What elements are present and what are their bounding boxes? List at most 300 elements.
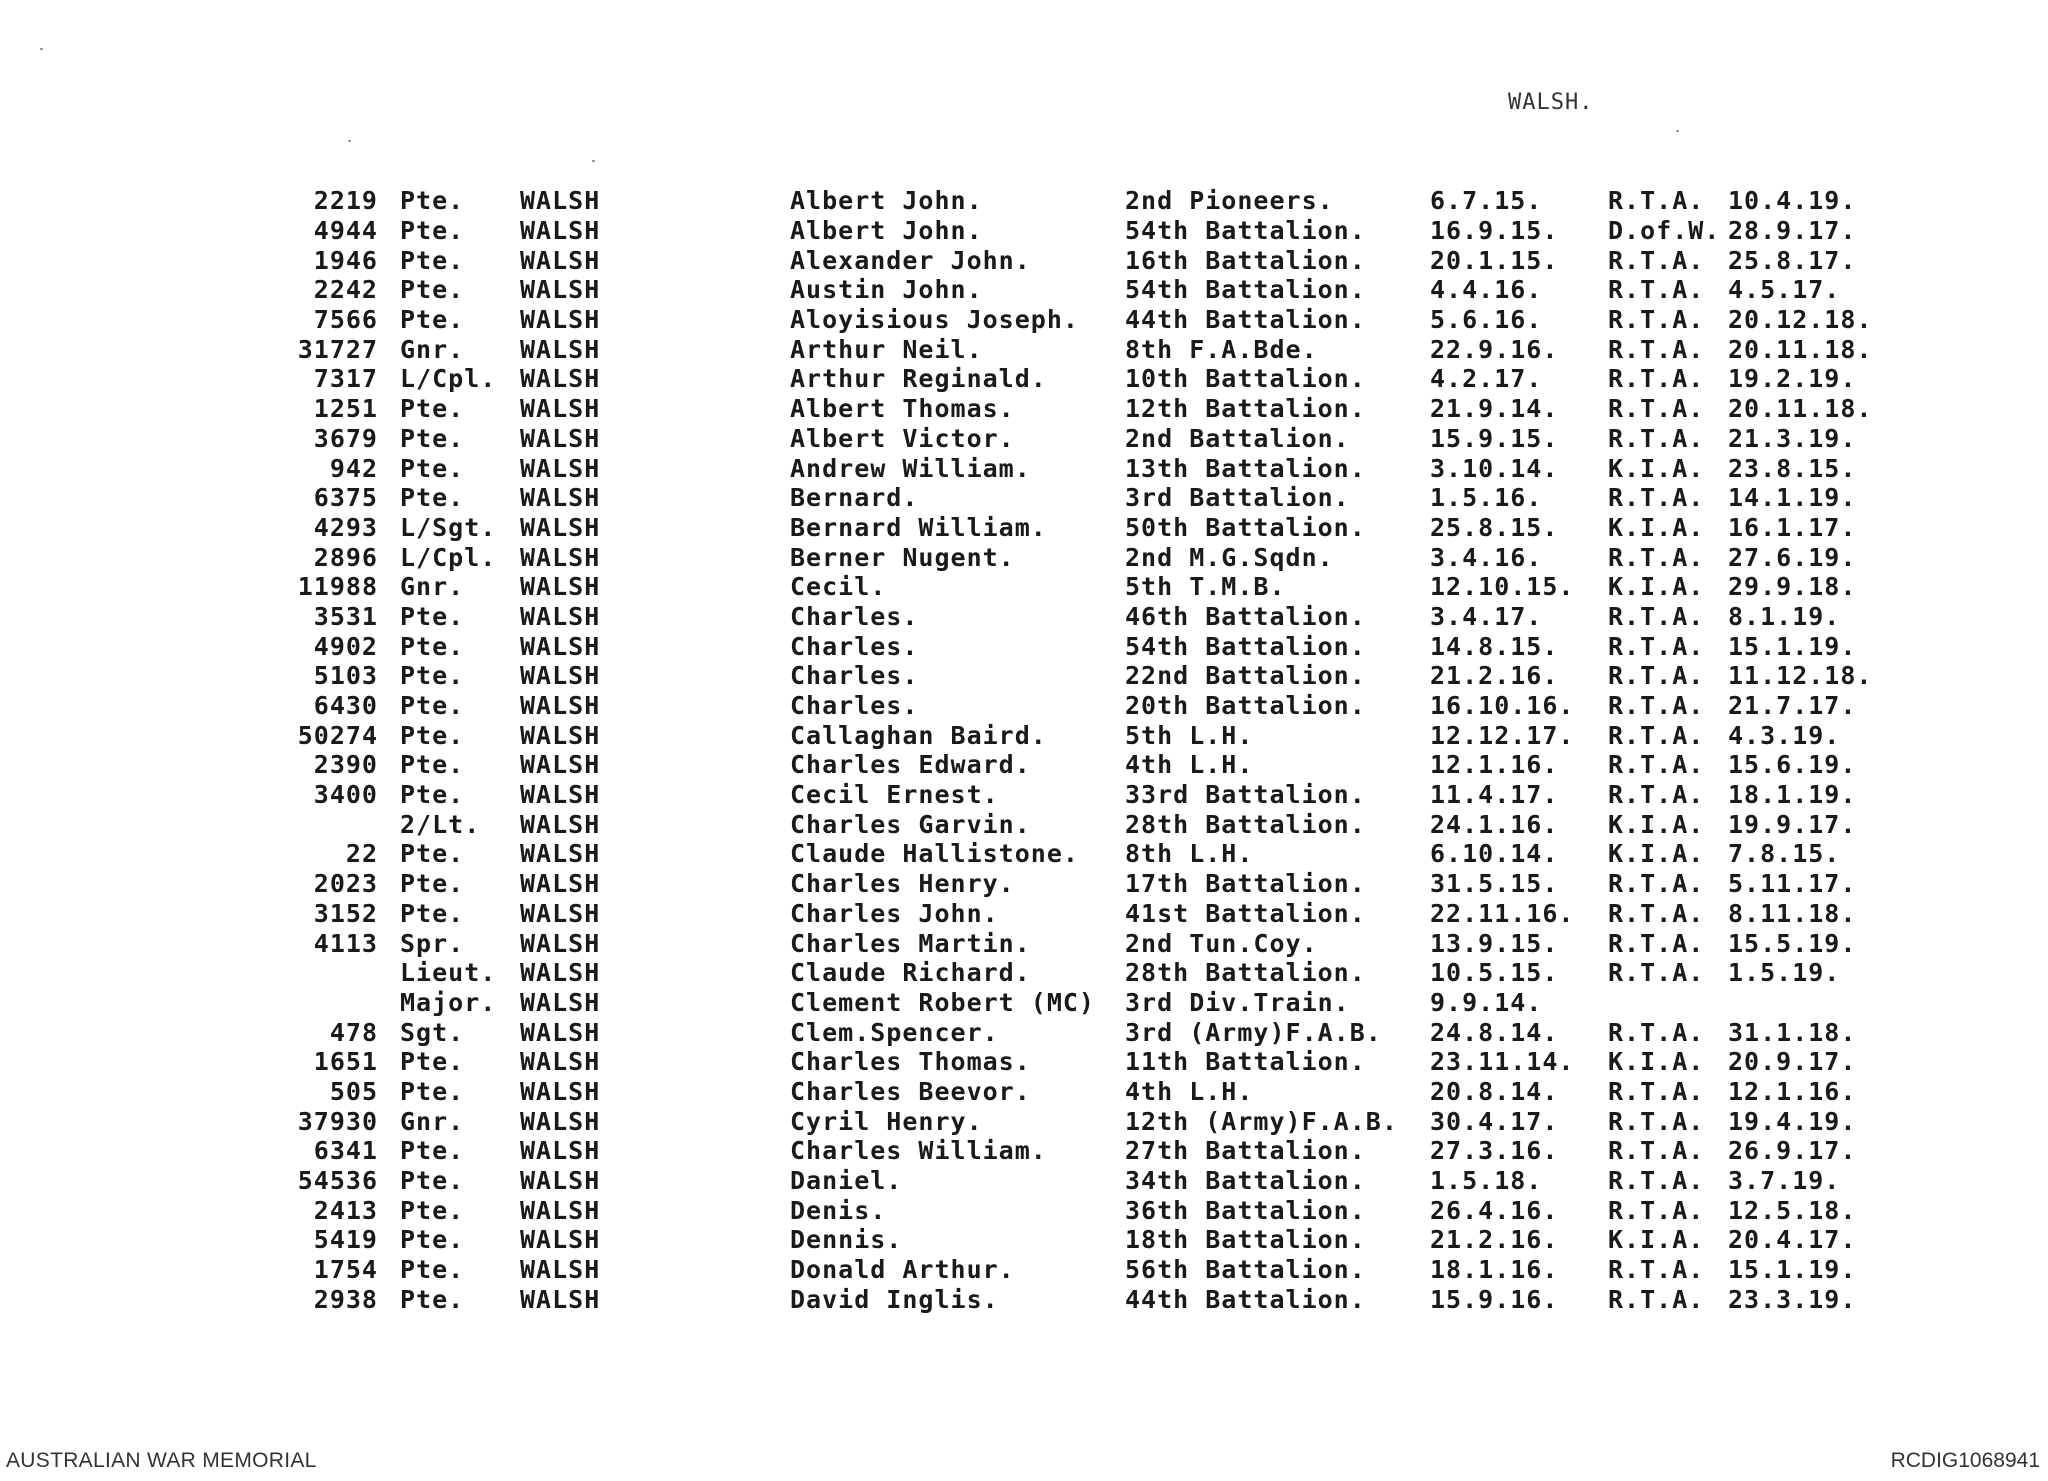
surname-cell: WALSH	[520, 334, 601, 364]
rank-cell: Pte.	[400, 453, 465, 483]
service-number-cell: 1251	[313, 394, 378, 424]
given-names-cell: Charles John.	[790, 898, 999, 928]
surname-cell: WALSH	[520, 483, 601, 513]
surname-cell: WALSH	[520, 750, 601, 780]
unit-cell: 5th L.H.	[1125, 720, 1254, 750]
table-row	[270, 899, 1898, 929]
surname-cell: WALSH	[520, 839, 601, 869]
fate-date-cell: 4.5.17.	[1728, 275, 1841, 305]
unit-cell: 2nd Pioneers.	[1125, 186, 1334, 216]
unit-cell: 54th Battalion.	[1125, 216, 1366, 246]
given-names-cell: Albert Victor.	[790, 423, 1015, 453]
fate-date-cell: 31.1.18.	[1728, 1017, 1857, 1047]
fate-cell: K.I.A.	[1608, 512, 1705, 542]
service-number-cell: 1754	[313, 1255, 378, 1285]
rank-cell: Pte.	[400, 305, 465, 335]
rank-cell: Lieut.	[400, 958, 497, 988]
fate-cell: K.I.A.	[1608, 839, 1705, 869]
rank-cell: Pte.	[400, 186, 465, 216]
service-number-cell: 3152	[313, 898, 378, 928]
given-names-cell: Bernard William.	[790, 512, 1047, 542]
service-number-cell: 942	[329, 453, 378, 483]
fate-cell: R.T.A.	[1608, 631, 1705, 661]
enlistment-date-cell: 1.5.16.	[1430, 483, 1543, 513]
unit-cell: 34th Battalion.	[1125, 1166, 1366, 1196]
enlistment-date-cell: 3.10.14.	[1430, 453, 1559, 483]
given-names-cell: Albert John.	[790, 216, 983, 246]
surname-cell: WALSH	[520, 394, 601, 424]
enlistment-date-cell: 13.9.15.	[1430, 928, 1559, 958]
given-names-cell: Charles Garvin.	[790, 809, 1031, 839]
enlistment-date-cell: 18.1.16.	[1430, 1255, 1559, 1285]
rank-cell: Pte.	[400, 661, 465, 691]
unit-cell: 33rd Battalion.	[1125, 780, 1366, 810]
surname-cell: WALSH	[520, 928, 601, 958]
footer-institution: AUSTRALIAN WAR MEMORIAL	[6, 1449, 317, 1472]
fate-date-cell: 14.1.19.	[1728, 483, 1857, 513]
service-number-cell: 31727	[297, 334, 378, 364]
surname-cell: WALSH	[520, 305, 601, 335]
table-row	[270, 809, 1898, 839]
table-row	[270, 631, 1898, 661]
unit-cell: 41st Battalion.	[1125, 898, 1366, 928]
fate-cell: R.T.A.	[1608, 275, 1705, 305]
service-number-cell: 2896	[313, 542, 378, 572]
given-names-cell: Clement Robert (MC)	[790, 987, 1095, 1017]
service-number-cell: 54536	[297, 1166, 378, 1196]
fate-cell: R.T.A.	[1608, 780, 1705, 810]
scan-speck	[1676, 130, 1679, 132]
fate-date-cell: 7.8.15.	[1728, 839, 1841, 869]
rank-cell: L/Cpl.	[400, 364, 497, 394]
surname-cell: WALSH	[520, 661, 601, 691]
table-row	[270, 928, 1898, 958]
given-names-cell: Charles Thomas.	[790, 1047, 1031, 1077]
table-row	[270, 839, 1898, 869]
unit-cell: 3rd Battalion.	[1125, 483, 1350, 513]
unit-cell: 2nd M.G.Sqdn.	[1125, 542, 1334, 572]
service-number-cell: 4113	[313, 928, 378, 958]
service-number-cell: 11988	[297, 572, 378, 602]
given-names-cell: Charles.	[790, 631, 919, 661]
fate-date-cell: 20.12.18.	[1728, 305, 1873, 335]
table-row	[270, 869, 1898, 899]
fate-cell: R.T.A.	[1608, 750, 1705, 780]
rank-cell: Pte.	[400, 780, 465, 810]
fate-cell: R.T.A.	[1608, 483, 1705, 513]
table-row	[270, 1195, 1898, 1225]
fate-date-cell: 15.5.19.	[1728, 928, 1857, 958]
table-row	[270, 1136, 1898, 1166]
enlistment-date-cell: 15.9.16.	[1430, 1284, 1559, 1314]
enlistment-date-cell: 16.9.15.	[1430, 216, 1559, 246]
service-number-cell: 4944	[313, 216, 378, 246]
rank-cell: Pte.	[400, 1136, 465, 1166]
fate-date-cell: 15.6.19.	[1728, 750, 1857, 780]
rank-cell: Pte.	[400, 1284, 465, 1314]
surname-cell: WALSH	[520, 1047, 601, 1077]
fate-date-cell: 23.8.15.	[1728, 453, 1857, 483]
table-row	[270, 1077, 1898, 1107]
enlistment-date-cell: 21.2.16.	[1430, 661, 1559, 691]
rank-cell: Pte.	[400, 869, 465, 899]
table-row	[270, 334, 1898, 364]
fate-cell: R.T.A.	[1608, 898, 1705, 928]
surname-cell: WALSH	[520, 898, 601, 928]
surname-cell: WALSH	[520, 186, 601, 216]
fate-date-cell: 20.11.18.	[1728, 394, 1873, 424]
enlistment-date-cell: 27.3.16.	[1430, 1136, 1559, 1166]
unit-cell: 8th F.A.Bde.	[1125, 334, 1318, 364]
fate-date-cell: 20.11.18.	[1728, 334, 1873, 364]
fate-date-cell: 28.9.17.	[1728, 216, 1857, 246]
table-row	[270, 661, 1898, 691]
enlistment-date-cell: 3.4.16.	[1430, 542, 1543, 572]
table-row	[270, 1017, 1898, 1047]
surname-cell: WALSH	[520, 1076, 601, 1106]
enlistment-date-cell: 30.4.17.	[1430, 1106, 1559, 1136]
service-number-cell: 50274	[297, 720, 378, 750]
enlistment-date-cell: 12.12.17.	[1430, 720, 1575, 750]
table-row	[270, 513, 1898, 543]
unit-cell: 22nd Battalion.	[1125, 661, 1366, 691]
fate-date-cell: 10.4.19.	[1728, 186, 1857, 216]
table-row	[270, 572, 1898, 602]
fate-cell: R.T.A.	[1608, 334, 1705, 364]
surname-cell: WALSH	[520, 720, 601, 750]
enlistment-date-cell: 12.10.15.	[1430, 572, 1575, 602]
surname-cell: WALSH	[520, 572, 601, 602]
given-names-cell: Clem.Spencer.	[790, 1017, 999, 1047]
fate-cell: R.T.A.	[1608, 542, 1705, 572]
surname-cell: WALSH	[520, 958, 601, 988]
rank-cell: Gnr.	[400, 334, 465, 364]
given-names-cell: Albert Thomas.	[790, 394, 1015, 424]
unit-cell: 4th L.H.	[1125, 1076, 1254, 1106]
enlistment-date-cell: 16.10.16.	[1430, 691, 1575, 721]
fate-cell: R.T.A.	[1608, 423, 1705, 453]
surname-cell: WALSH	[520, 691, 601, 721]
service-number-cell: 478	[329, 1017, 378, 1047]
surname-cell: WALSH	[520, 275, 601, 305]
unit-cell: 8th L.H.	[1125, 839, 1254, 869]
surname-cell: WALSH	[520, 1195, 601, 1225]
fate-cell: R.T.A.	[1608, 1166, 1705, 1196]
enlistment-date-cell: 6.10.14.	[1430, 839, 1559, 869]
enlistment-date-cell: 21.2.16.	[1430, 1225, 1559, 1255]
scan-speck	[348, 140, 351, 142]
surname-cell: WALSH	[520, 542, 601, 572]
table-row	[270, 720, 1898, 750]
unit-cell: 10th Battalion.	[1125, 364, 1366, 394]
rank-cell: L/Sgt.	[400, 512, 497, 542]
given-names-cell: Charles Martin.	[790, 928, 1031, 958]
fate-date-cell: 8.1.19.	[1728, 601, 1841, 631]
fate-cell: R.T.A.	[1608, 305, 1705, 335]
nominal-roll-body	[270, 186, 1898, 1314]
given-names-cell: Charles William.	[790, 1136, 1047, 1166]
fate-date-cell: 3.7.19.	[1728, 1166, 1841, 1196]
fate-date-cell	[1728, 988, 1898, 1018]
unit-cell: 27th Battalion.	[1125, 1136, 1366, 1166]
service-number-cell: 37930	[297, 1106, 378, 1136]
rank-cell: Pte.	[400, 275, 465, 305]
fate-date-cell: 12.5.18.	[1728, 1195, 1857, 1225]
surname-cell: WALSH	[520, 245, 601, 275]
table-row	[270, 245, 1898, 275]
fate-date-cell: 23.3.19.	[1728, 1284, 1857, 1314]
enlistment-date-cell: 12.1.16.	[1430, 750, 1559, 780]
enlistment-date-cell: 20.8.14.	[1430, 1076, 1559, 1106]
service-number-cell: 2413	[313, 1195, 378, 1225]
enlistment-date-cell: 24.8.14.	[1430, 1017, 1559, 1047]
rank-cell: Pte.	[400, 750, 465, 780]
enlistment-date-cell: 15.9.15.	[1430, 423, 1559, 453]
fate-cell: R.T.A.	[1608, 1255, 1705, 1285]
surname-cell: WALSH	[520, 216, 601, 246]
unit-cell: 20th Battalion.	[1125, 691, 1366, 721]
table-row	[270, 691, 1898, 721]
unit-cell: 11th Battalion.	[1125, 1047, 1366, 1077]
given-names-cell: Albert John.	[790, 186, 983, 216]
unit-cell: 54th Battalion.	[1125, 631, 1366, 661]
fate-cell: R.T.A.	[1608, 1017, 1705, 1047]
service-number-cell: 2219	[313, 186, 378, 216]
enlistment-date-cell: 24.1.16.	[1430, 809, 1559, 839]
table-row	[270, 780, 1898, 810]
surname-cell: WALSH	[520, 1136, 601, 1166]
table-row	[270, 1255, 1898, 1285]
enlistment-date-cell: 4.4.16.	[1430, 275, 1543, 305]
service-number-cell	[270, 958, 378, 988]
rank-cell: Pte.	[400, 1225, 465, 1255]
scan-speck	[592, 160, 595, 162]
given-names-cell: Donald Arthur.	[790, 1255, 1015, 1285]
service-number-cell: 505	[329, 1076, 378, 1106]
given-names-cell: Berner Nugent.	[790, 542, 1015, 572]
surname-cell: WALSH	[520, 987, 601, 1017]
fate-date-cell: 27.6.19.	[1728, 542, 1857, 572]
given-names-cell: Charles.	[790, 601, 919, 631]
unit-cell: 16th Battalion.	[1125, 245, 1366, 275]
unit-cell: 28th Battalion.	[1125, 809, 1366, 839]
fate-cell: R.T.A.	[1608, 1195, 1705, 1225]
service-number-cell: 2242	[313, 275, 378, 305]
enlistment-date-cell: 21.9.14.	[1430, 394, 1559, 424]
surname-cell: WALSH	[520, 869, 601, 899]
given-names-cell: Daniel.	[790, 1166, 903, 1196]
fate-date-cell: 21.3.19.	[1728, 423, 1857, 453]
rank-cell: 2/Lt.	[400, 809, 481, 839]
fate-cell: R.T.A.	[1608, 364, 1705, 394]
enlistment-date-cell: 5.6.16.	[1430, 305, 1543, 335]
fate-date-cell: 18.1.19.	[1728, 780, 1857, 810]
rank-cell: Pte.	[400, 1047, 465, 1077]
enlistment-date-cell: 20.1.15.	[1430, 245, 1559, 275]
page-heading: WALSH.	[1508, 90, 1594, 115]
service-number-cell: 3531	[313, 601, 378, 631]
unit-cell: 36th Battalion.	[1125, 1195, 1366, 1225]
rank-cell: Gnr.	[400, 572, 465, 602]
given-names-cell: Charles Henry.	[790, 869, 1015, 899]
service-number-cell: 1946	[313, 245, 378, 275]
unit-cell: 5th T.M.B.	[1125, 572, 1286, 602]
fate-cell: R.T.A.	[1608, 1136, 1705, 1166]
service-number-cell: 3679	[313, 423, 378, 453]
given-names-cell: David Inglis.	[790, 1284, 999, 1314]
rank-cell: Pte.	[400, 1195, 465, 1225]
given-names-cell: Cecil.	[790, 572, 887, 602]
table-row	[270, 1047, 1898, 1077]
enlistment-date-cell: 4.2.17.	[1430, 364, 1543, 394]
rank-cell: Pte.	[400, 245, 465, 275]
fate-date-cell: 4.3.19.	[1728, 720, 1841, 750]
unit-cell: 12th (Army)F.A.B.	[1125, 1106, 1398, 1136]
surname-cell: WALSH	[520, 1106, 601, 1136]
rank-cell: Major.	[400, 987, 497, 1017]
service-number-cell: 2938	[313, 1284, 378, 1314]
table-row	[270, 1106, 1898, 1136]
service-number-cell: 4293	[313, 512, 378, 542]
fate-date-cell: 19.4.19.	[1728, 1106, 1857, 1136]
fate-cell: R.T.A.	[1608, 394, 1705, 424]
unit-cell: 2nd Battalion.	[1125, 423, 1350, 453]
given-names-cell: Cecil Ernest.	[790, 780, 999, 810]
given-names-cell: Dennis.	[790, 1225, 903, 1255]
table-row	[270, 1166, 1898, 1196]
service-number-cell: 6375	[313, 483, 378, 513]
rank-cell: Pte.	[400, 394, 465, 424]
fate-cell: K.I.A.	[1608, 1225, 1705, 1255]
scan-speck	[40, 48, 43, 50]
fate-date-cell: 12.1.16.	[1728, 1076, 1857, 1106]
fate-cell	[1608, 988, 1728, 1018]
service-number-cell: 22	[345, 839, 378, 869]
rank-cell: Pte.	[400, 839, 465, 869]
rank-cell: Spr.	[400, 928, 465, 958]
enlistment-date-cell: 23.11.14.	[1430, 1047, 1575, 1077]
given-names-cell: Bernard.	[790, 483, 919, 513]
service-number-cell: 5419	[313, 1225, 378, 1255]
service-number-cell: 2390	[313, 750, 378, 780]
fate-date-cell: 20.9.17.	[1728, 1047, 1857, 1077]
table-row	[270, 275, 1898, 305]
surname-cell: WALSH	[520, 364, 601, 394]
surname-cell: WALSH	[520, 809, 601, 839]
table-row	[270, 305, 1898, 335]
rank-cell: Pte.	[400, 423, 465, 453]
fate-date-cell: 15.1.19.	[1728, 1255, 1857, 1285]
service-number-cell: 1651	[313, 1047, 378, 1077]
enlistment-date-cell: 22.9.16.	[1430, 334, 1559, 364]
fate-cell: D.of.W.	[1608, 216, 1721, 246]
enlistment-date-cell: 14.8.15.	[1430, 631, 1559, 661]
table-row	[270, 750, 1898, 780]
unit-cell: 28th Battalion.	[1125, 958, 1366, 988]
given-names-cell: Alexander John.	[790, 245, 1031, 275]
rank-cell: Pte.	[400, 1076, 465, 1106]
table-row	[270, 424, 1898, 454]
service-number-cell: 6430	[313, 691, 378, 721]
unit-cell: 3rd (Army)F.A.B.	[1125, 1017, 1382, 1047]
enlistment-date-cell: 31.5.15.	[1430, 869, 1559, 899]
fate-cell: R.T.A.	[1608, 1284, 1705, 1314]
given-names-cell: Charles.	[790, 691, 919, 721]
rank-cell: Pte.	[400, 720, 465, 750]
fate-cell: R.T.A.	[1608, 601, 1705, 631]
rank-cell: Pte.	[400, 631, 465, 661]
table-row	[270, 186, 1898, 216]
enlistment-date-cell: 26.4.16.	[1430, 1195, 1559, 1225]
fate-cell: R.T.A.	[1608, 928, 1705, 958]
given-names-cell: Austin John.	[790, 275, 983, 305]
given-names-cell: Aloyisious Joseph.	[790, 305, 1079, 335]
table-row	[270, 364, 1898, 394]
surname-cell: WALSH	[520, 512, 601, 542]
surname-cell: WALSH	[520, 1166, 601, 1196]
service-number-cell: 4902	[313, 631, 378, 661]
unit-cell: 3rd Div.Train.	[1125, 987, 1350, 1017]
rank-cell: Pte.	[400, 601, 465, 631]
given-names-cell: Cyril Henry.	[790, 1106, 983, 1136]
fate-cell: R.T.A.	[1608, 1106, 1705, 1136]
unit-cell: 56th Battalion.	[1125, 1255, 1366, 1285]
fate-date-cell: 8.11.18.	[1728, 898, 1857, 928]
surname-cell: WALSH	[520, 1255, 601, 1285]
table-row	[270, 453, 1898, 483]
enlistment-date-cell: 3.4.17.	[1430, 601, 1543, 631]
fate-cell: R.T.A.	[1608, 691, 1705, 721]
rank-cell: Sgt.	[400, 1017, 465, 1047]
fate-date-cell: 29.9.18.	[1728, 572, 1857, 602]
given-names-cell: Charles Beevor.	[790, 1076, 1031, 1106]
enlistment-date-cell: 25.8.15.	[1430, 512, 1559, 542]
fate-date-cell: 5.11.17.	[1728, 869, 1857, 899]
unit-cell: 17th Battalion.	[1125, 869, 1366, 899]
fate-cell: R.T.A.	[1608, 661, 1705, 691]
given-names-cell: Charles.	[790, 661, 919, 691]
fate-cell: R.T.A.	[1608, 245, 1705, 275]
service-number-cell: 5103	[313, 661, 378, 691]
service-number-cell: 6341	[313, 1136, 378, 1166]
fate-date-cell: 11.12.18.	[1728, 661, 1873, 691]
fate-cell: K.I.A.	[1608, 453, 1705, 483]
unit-cell: 13th Battalion.	[1125, 453, 1366, 483]
fate-date-cell: 19.2.19.	[1728, 364, 1857, 394]
given-names-cell: Arthur Neil.	[790, 334, 983, 364]
enlistment-date-cell: 9.9.14.	[1430, 987, 1543, 1017]
fate-date-cell: 26.9.17.	[1728, 1136, 1857, 1166]
table-row	[270, 216, 1898, 246]
nominal-roll-table	[270, 186, 1898, 1314]
surname-cell: WALSH	[520, 1017, 601, 1047]
table-row	[270, 988, 1898, 1018]
service-number-cell: 7317	[313, 364, 378, 394]
fate-date-cell: 21.7.17.	[1728, 691, 1857, 721]
rank-cell: Pte.	[400, 1166, 465, 1196]
enlistment-date-cell: 1.5.18.	[1430, 1166, 1543, 1196]
unit-cell: 12th Battalion.	[1125, 394, 1366, 424]
enlistment-date-cell: 22.11.16.	[1430, 898, 1575, 928]
fate-cell: K.I.A.	[1608, 809, 1705, 839]
table-row	[270, 1284, 1898, 1314]
given-names-cell: Andrew William.	[790, 453, 1031, 483]
enlistment-date-cell: 6.7.15.	[1430, 186, 1543, 216]
surname-cell: WALSH	[520, 780, 601, 810]
unit-cell: 54th Battalion.	[1125, 275, 1366, 305]
unit-cell: 2nd Tun.Coy.	[1125, 928, 1318, 958]
fate-date-cell: 19.9.17.	[1728, 809, 1857, 839]
